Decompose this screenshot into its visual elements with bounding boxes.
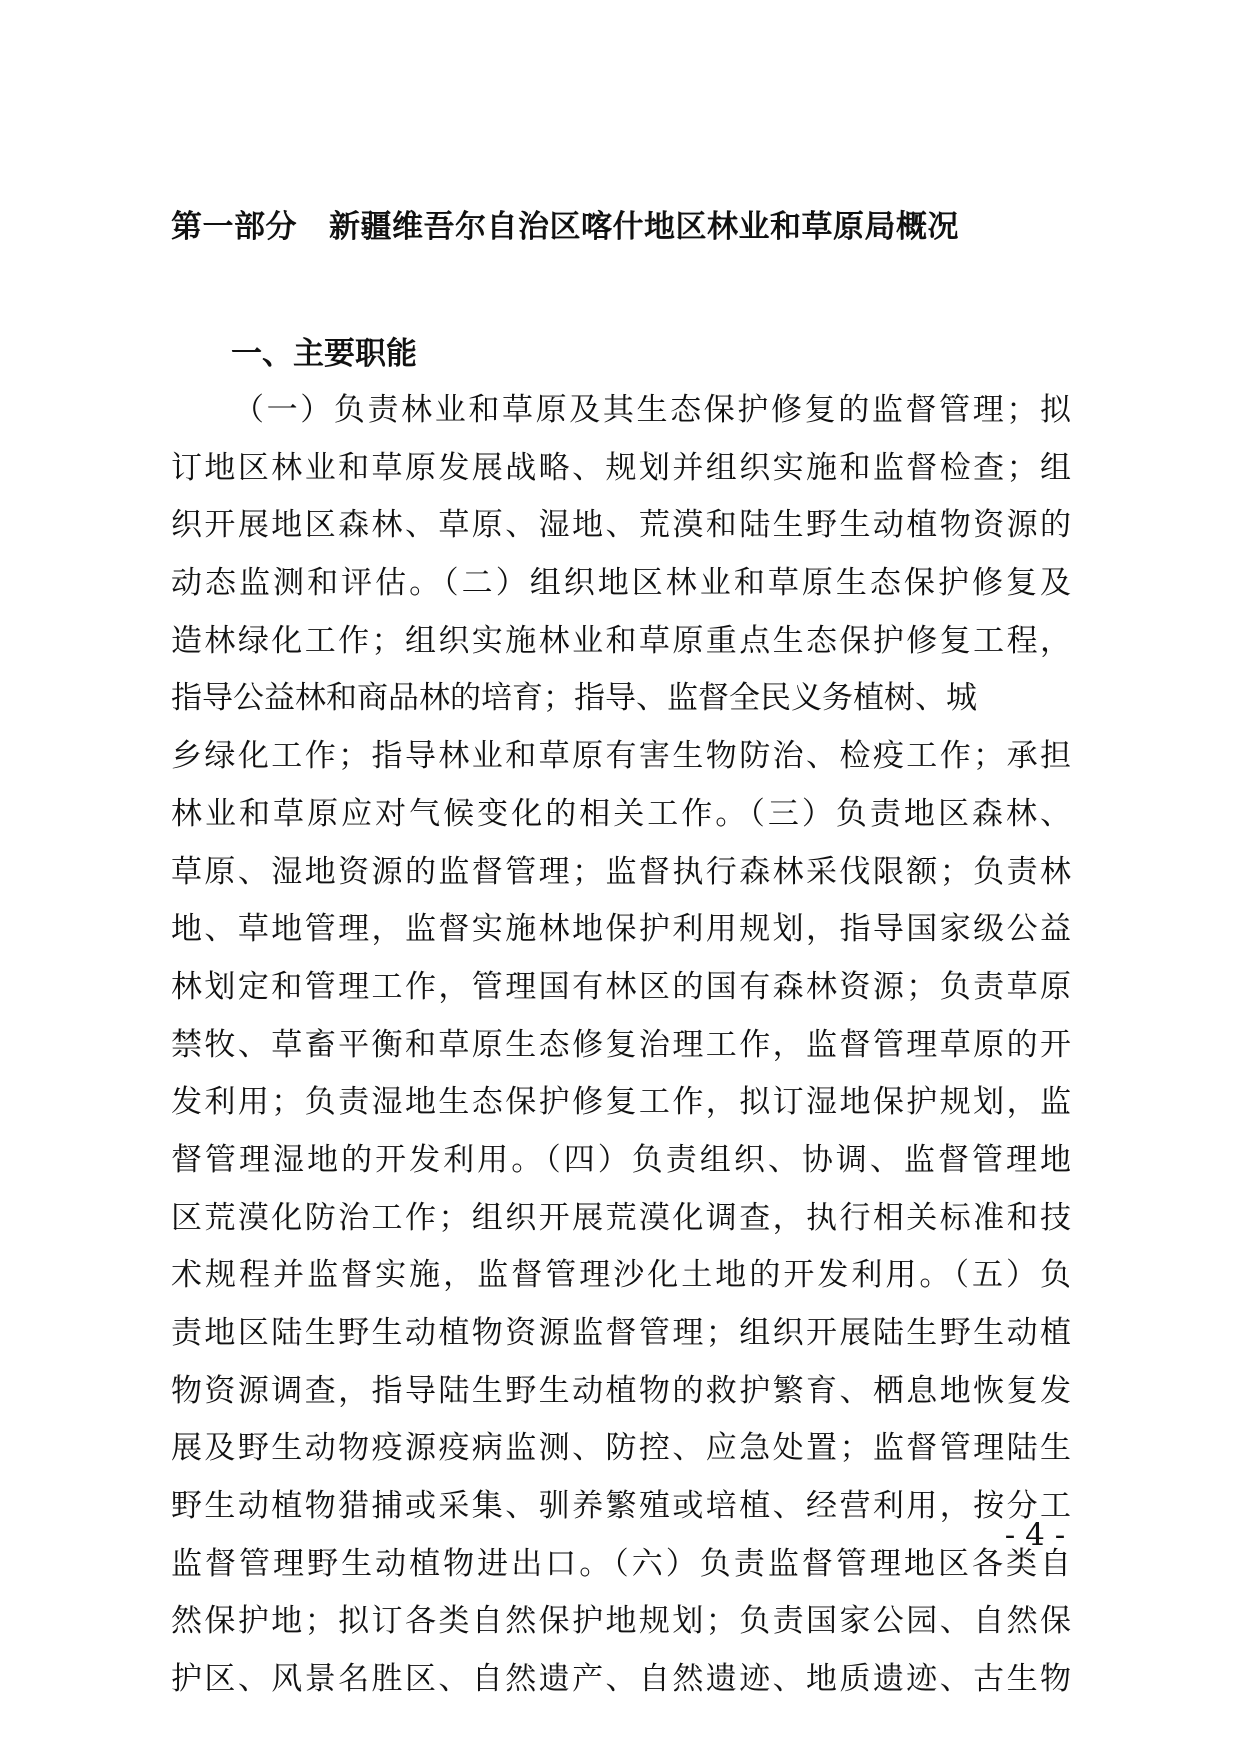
- body-line: 区荒漠化防治工作；组织开展荒漠化调查，执行相关标准和技: [171, 1199, 1071, 1236]
- body-line: 指导公益林和商品林的培育；指导、监督全民义务植树、城: [171, 680, 977, 717]
- body-line: 护区、风景名胜区、自然遗产、自然遗迹、地质遗迹、古生物: [171, 1661, 1071, 1698]
- body-line: 禁牧、草畜平衡和草原生态修复治理工作，监督管理草原的开: [171, 1026, 1071, 1063]
- body-line: 林业和草原应对气候变化的相关工作。（三）负责地区森林、: [171, 795, 1071, 832]
- body-line: 展及野生动物疫源疫病监测、防控、应急处置；监督管理陆生: [171, 1430, 1071, 1467]
- body-line: 地、草地管理，监督实施林地保护利用规划，指导国家级公益: [171, 911, 1071, 948]
- body-line: 野生动植物猎捕或采集、驯养繁殖或培植、经营利用，按分工: [171, 1488, 1071, 1525]
- body-line: 林划定和管理工作，管理国有林区的国有森林资源；负责草原: [171, 968, 1071, 1005]
- body-line: 物资源调查，指导陆生野生动植物的救护繁育、栖息地恢复发: [171, 1372, 1071, 1409]
- section-heading: 一、主要职能: [231, 336, 417, 372]
- page-number: - 4 -: [1004, 1517, 1066, 1553]
- body-line: 草原、湿地资源的监督管理；监督执行森林采伐限额；负责林: [171, 853, 1071, 890]
- body-line: 责地区陆生野生动植物资源监督管理；组织开展陆生野生动植: [171, 1315, 1071, 1351]
- body-line: 发利用；负责湿地生态保护修复工作，拟订湿地保护规划，监: [171, 1084, 1071, 1121]
- body-line: 造林绿化工作；组织实施林业和草原重点生态保护修复工程，: [171, 622, 1071, 659]
- body-line: 然保护地；拟订各类自然保护地规划；负责国家公园、自然保: [171, 1603, 1071, 1640]
- part-title: [171, 203, 1071, 251]
- body-line: 术规程并监督实施，监督管理沙化土地的开发利用。（五）负: [171, 1257, 1071, 1294]
- body-line: 订地区林业和草原发展战略、规划并组织实施和监督检查；组: [171, 449, 1071, 486]
- body-line: 督管理湿地的开发利用。（四）负责组织、协调、监督管理地: [171, 1141, 1071, 1178]
- part-title-text: 新疆维吾尔自治区喀什地区林业和草原局概况: [329, 209, 959, 245]
- body-text: [171, 382, 1071, 1709]
- body-line: （一）负责林业和草原及其生态保护修复的监督管理；拟: [233, 392, 1071, 428]
- body-line: 乡绿化工作；指导林业和草原有害生物防治、检疫工作；承担: [171, 738, 1071, 775]
- part-label: 第一部分: [171, 209, 297, 245]
- body-line: 织开展地区森林、草原、湿地、荒漠和陆生野生动植物资源的: [171, 507, 1071, 544]
- body-line: 动态监测和评估。（二）组织地区林业和草原生态保护修复及: [171, 565, 1071, 602]
- body-line: 监督管理野生动植物进出口。（六）负责监督管理地区各类自: [171, 1545, 1071, 1582]
